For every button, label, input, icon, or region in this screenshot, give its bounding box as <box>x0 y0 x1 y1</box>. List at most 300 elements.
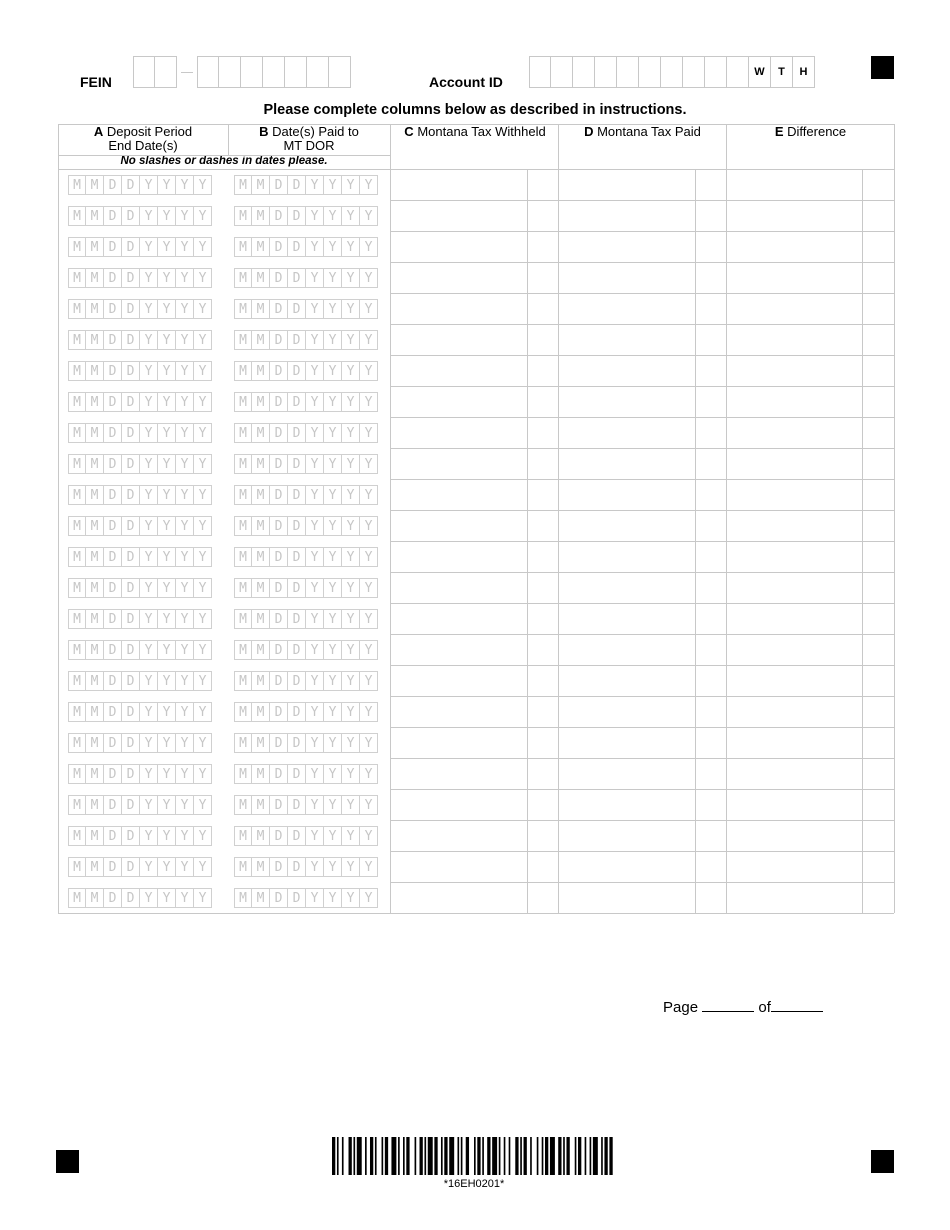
date-digit-placeholder[interactable]: M <box>234 237 252 257</box>
date-digit-placeholder[interactable]: M <box>68 640 86 660</box>
date-paid-input[interactable] <box>234 671 378 691</box>
date-paid-input[interactable] <box>234 764 378 784</box>
date-digit-placeholder[interactable]: M <box>252 609 270 629</box>
difference-input[interactable] <box>727 294 862 324</box>
difference-input[interactable] <box>727 232 862 262</box>
date-digit-placeholder[interactable]: D <box>288 175 306 195</box>
difference-input[interactable] <box>727 263 862 293</box>
date-digit-placeholder[interactable]: Y <box>194 826 212 846</box>
date-digit-placeholder[interactable]: Y <box>194 578 212 598</box>
date-digit-placeholder[interactable]: M <box>68 733 86 753</box>
date-digit-placeholder[interactable]: Y <box>342 826 360 846</box>
montana-tax-withheld-cents[interactable] <box>528 852 558 882</box>
deposit-period-date-input[interactable] <box>68 175 212 195</box>
date-digit-placeholder[interactable]: M <box>86 299 104 319</box>
difference-cents[interactable] <box>863 511 894 541</box>
date-digit-placeholder[interactable]: D <box>288 578 306 598</box>
difference-cents[interactable] <box>863 759 894 789</box>
difference-cents[interactable] <box>863 697 894 727</box>
fein-digit[interactable] <box>285 56 307 88</box>
date-digit-placeholder[interactable]: Y <box>140 578 158 598</box>
date-digit-placeholder[interactable]: Y <box>324 857 342 877</box>
date-digit-placeholder[interactable]: D <box>122 268 140 288</box>
montana-tax-paid-cents[interactable] <box>696 294 726 324</box>
date-digit-placeholder[interactable]: D <box>288 826 306 846</box>
montana-tax-withheld-input[interactable] <box>391 232 527 262</box>
date-digit-placeholder[interactable]: Y <box>342 299 360 319</box>
date-digit-placeholder[interactable]: Y <box>194 485 212 505</box>
date-digit-placeholder[interactable]: D <box>104 454 122 474</box>
page-number-field[interactable] <box>702 997 754 1012</box>
date-digit-placeholder[interactable]: M <box>234 485 252 505</box>
montana-tax-withheld-cents[interactable] <box>528 759 558 789</box>
fein-input[interactable] <box>133 56 351 88</box>
date-digit-placeholder[interactable]: M <box>252 888 270 908</box>
date-digit-placeholder[interactable]: Y <box>360 423 378 443</box>
montana-tax-withheld-input[interactable] <box>391 449 527 479</box>
date-digit-placeholder[interactable]: Y <box>324 268 342 288</box>
date-digit-placeholder[interactable]: Y <box>158 578 176 598</box>
date-digit-placeholder[interactable]: D <box>104 206 122 226</box>
montana-tax-paid-cents[interactable] <box>696 604 726 634</box>
date-paid-input[interactable] <box>234 826 378 846</box>
deposit-period-date-input[interactable] <box>68 206 212 226</box>
date-digit-placeholder[interactable]: D <box>288 640 306 660</box>
date-digit-placeholder[interactable]: Y <box>342 733 360 753</box>
montana-tax-paid-input[interactable] <box>559 697 695 727</box>
date-digit-placeholder[interactable]: D <box>270 609 288 629</box>
date-digit-placeholder[interactable]: Y <box>140 299 158 319</box>
date-digit-placeholder[interactable]: Y <box>360 609 378 629</box>
date-digit-placeholder[interactable]: Y <box>342 547 360 567</box>
date-digit-placeholder[interactable]: Y <box>140 361 158 381</box>
date-digit-placeholder[interactable]: M <box>252 423 270 443</box>
date-digit-placeholder[interactable]: Y <box>158 423 176 443</box>
date-digit-placeholder[interactable]: Y <box>306 392 324 412</box>
account-digit[interactable] <box>661 56 683 88</box>
date-digit-placeholder[interactable]: Y <box>140 175 158 195</box>
montana-tax-withheld-input[interactable] <box>391 573 527 603</box>
date-digit-placeholder[interactable]: D <box>104 361 122 381</box>
montana-tax-paid-input[interactable] <box>559 759 695 789</box>
date-digit-placeholder[interactable]: Y <box>176 175 194 195</box>
difference-cents[interactable] <box>863 821 894 851</box>
date-digit-placeholder[interactable]: Y <box>306 454 324 474</box>
date-digit-placeholder[interactable]: M <box>68 175 86 195</box>
deposit-period-date-input[interactable] <box>68 857 212 877</box>
date-digit-placeholder[interactable]: M <box>252 392 270 412</box>
date-digit-placeholder[interactable]: Y <box>306 175 324 195</box>
date-digit-placeholder[interactable]: Y <box>342 485 360 505</box>
date-digit-placeholder[interactable]: D <box>122 454 140 474</box>
date-paid-input[interactable] <box>234 640 378 660</box>
date-digit-placeholder[interactable]: Y <box>176 268 194 288</box>
date-digit-placeholder[interactable]: Y <box>324 454 342 474</box>
date-digit-placeholder[interactable]: D <box>122 795 140 815</box>
date-digit-placeholder[interactable]: Y <box>360 671 378 691</box>
date-digit-placeholder[interactable]: Y <box>306 578 324 598</box>
date-digit-placeholder[interactable]: Y <box>194 516 212 536</box>
difference-input[interactable] <box>727 790 862 820</box>
date-digit-placeholder[interactable]: D <box>122 392 140 412</box>
difference-input[interactable] <box>727 821 862 851</box>
date-digit-placeholder[interactable]: D <box>270 330 288 350</box>
montana-tax-withheld-cents[interactable] <box>528 232 558 262</box>
date-digit-placeholder[interactable]: M <box>252 485 270 505</box>
date-digit-placeholder[interactable]: D <box>104 237 122 257</box>
date-digit-placeholder[interactable]: Y <box>324 671 342 691</box>
date-digit-placeholder[interactable]: Y <box>158 454 176 474</box>
difference-cents[interactable] <box>863 201 894 231</box>
date-digit-placeholder[interactable]: M <box>252 857 270 877</box>
montana-tax-withheld-cents[interactable] <box>528 728 558 758</box>
date-digit-placeholder[interactable]: Y <box>360 330 378 350</box>
date-paid-input[interactable] <box>234 547 378 567</box>
date-digit-placeholder[interactable]: M <box>86 392 104 412</box>
deposit-period-date-input[interactable] <box>68 609 212 629</box>
montana-tax-withheld-input[interactable] <box>391 821 527 851</box>
difference-input[interactable] <box>727 511 862 541</box>
date-digit-placeholder[interactable]: M <box>86 764 104 784</box>
date-digit-placeholder[interactable]: Y <box>140 764 158 784</box>
date-digit-placeholder[interactable]: Y <box>176 423 194 443</box>
montana-tax-paid-input[interactable] <box>559 170 695 200</box>
montana-tax-withheld-cents[interactable] <box>528 604 558 634</box>
date-digit-placeholder[interactable]: M <box>234 702 252 722</box>
montana-tax-withheld-input[interactable] <box>391 604 527 634</box>
date-digit-placeholder[interactable]: Y <box>306 857 324 877</box>
date-digit-placeholder[interactable]: Y <box>342 423 360 443</box>
difference-cents[interactable] <box>863 170 894 200</box>
montana-tax-paid-input[interactable] <box>559 480 695 510</box>
account-digit[interactable] <box>683 56 705 88</box>
date-digit-placeholder[interactable]: M <box>252 330 270 350</box>
date-digit-placeholder[interactable]: D <box>104 702 122 722</box>
date-digit-placeholder[interactable]: Y <box>360 702 378 722</box>
date-digit-placeholder[interactable]: Y <box>194 671 212 691</box>
montana-tax-paid-input[interactable] <box>559 232 695 262</box>
montana-tax-withheld-input[interactable] <box>391 387 527 417</box>
date-digit-placeholder[interactable]: M <box>234 671 252 691</box>
difference-cents[interactable] <box>863 294 894 324</box>
date-digit-placeholder[interactable]: Y <box>194 268 212 288</box>
date-digit-placeholder[interactable]: M <box>68 392 86 412</box>
montana-tax-withheld-input[interactable] <box>391 728 527 758</box>
montana-tax-withheld-cents[interactable] <box>528 201 558 231</box>
date-digit-placeholder[interactable]: D <box>104 330 122 350</box>
date-digit-placeholder[interactable]: Y <box>306 268 324 288</box>
date-digit-placeholder[interactable]: D <box>288 423 306 443</box>
date-digit-placeholder[interactable]: D <box>122 237 140 257</box>
date-digit-placeholder[interactable]: Y <box>342 361 360 381</box>
date-digit-placeholder[interactable]: D <box>122 826 140 846</box>
date-digit-placeholder[interactable]: Y <box>342 640 360 660</box>
date-digit-placeholder[interactable]: D <box>104 485 122 505</box>
date-digit-placeholder[interactable]: D <box>270 206 288 226</box>
montana-tax-paid-cents[interactable] <box>696 697 726 727</box>
deposit-period-date-input[interactable] <box>68 268 212 288</box>
date-digit-placeholder[interactable]: Y <box>360 299 378 319</box>
date-digit-placeholder[interactable]: M <box>252 795 270 815</box>
date-digit-placeholder[interactable]: D <box>270 888 288 908</box>
date-digit-placeholder[interactable]: M <box>68 454 86 474</box>
deposit-period-date-input[interactable] <box>68 733 212 753</box>
date-digit-placeholder[interactable]: D <box>288 454 306 474</box>
date-digit-placeholder[interactable]: Y <box>360 206 378 226</box>
date-digit-placeholder[interactable]: M <box>86 795 104 815</box>
date-digit-placeholder[interactable]: Y <box>324 888 342 908</box>
date-digit-placeholder[interactable]: D <box>270 640 288 660</box>
date-digit-placeholder[interactable]: Y <box>360 268 378 288</box>
deposit-period-date-input[interactable] <box>68 485 212 505</box>
date-digit-placeholder[interactable]: D <box>122 888 140 908</box>
deposit-period-date-input[interactable] <box>68 578 212 598</box>
date-digit-placeholder[interactable]: Y <box>324 299 342 319</box>
montana-tax-paid-cents[interactable] <box>696 790 726 820</box>
date-paid-input[interactable] <box>234 733 378 753</box>
difference-cents[interactable] <box>863 356 894 386</box>
date-digit-placeholder[interactable]: Y <box>360 578 378 598</box>
deposit-period-date-input[interactable] <box>68 640 212 660</box>
montana-tax-withheld-input[interactable] <box>391 666 527 696</box>
date-digit-placeholder[interactable]: Y <box>176 640 194 660</box>
date-digit-placeholder[interactable]: Y <box>140 733 158 753</box>
montana-tax-withheld-input[interactable] <box>391 418 527 448</box>
montana-tax-withheld-input[interactable] <box>391 697 527 727</box>
fein-digit[interactable] <box>263 56 285 88</box>
date-digit-placeholder[interactable]: Y <box>140 206 158 226</box>
difference-input[interactable] <box>727 449 862 479</box>
date-digit-placeholder[interactable]: Y <box>140 237 158 257</box>
date-digit-placeholder[interactable]: Y <box>176 330 194 350</box>
date-digit-placeholder[interactable]: Y <box>176 857 194 877</box>
montana-tax-withheld-cents[interactable] <box>528 263 558 293</box>
date-digit-placeholder[interactable]: Y <box>140 392 158 412</box>
difference-cents[interactable] <box>863 573 894 603</box>
date-digit-placeholder[interactable]: Y <box>140 547 158 567</box>
date-digit-placeholder[interactable]: D <box>104 795 122 815</box>
date-digit-placeholder[interactable]: Y <box>158 547 176 567</box>
date-digit-placeholder[interactable]: D <box>270 795 288 815</box>
date-digit-placeholder[interactable]: D <box>288 392 306 412</box>
date-paid-input[interactable] <box>234 857 378 877</box>
date-digit-placeholder[interactable]: D <box>122 702 140 722</box>
date-digit-placeholder[interactable]: D <box>104 175 122 195</box>
date-digit-placeholder[interactable]: M <box>86 640 104 660</box>
date-digit-placeholder[interactable]: D <box>122 671 140 691</box>
difference-input[interactable] <box>727 666 862 696</box>
date-digit-placeholder[interactable]: Y <box>360 795 378 815</box>
date-digit-placeholder[interactable]: M <box>252 671 270 691</box>
date-digit-placeholder[interactable]: Y <box>140 671 158 691</box>
montana-tax-withheld-cents[interactable] <box>528 480 558 510</box>
date-digit-placeholder[interactable]: D <box>104 857 122 877</box>
date-digit-placeholder[interactable]: M <box>234 268 252 288</box>
date-digit-placeholder[interactable]: D <box>270 764 288 784</box>
date-digit-placeholder[interactable]: Y <box>194 888 212 908</box>
date-digit-placeholder[interactable]: M <box>68 857 86 877</box>
date-paid-input[interactable] <box>234 423 378 443</box>
date-digit-placeholder[interactable]: Y <box>360 733 378 753</box>
date-digit-placeholder[interactable]: M <box>86 888 104 908</box>
date-digit-placeholder[interactable]: Y <box>158 826 176 846</box>
date-digit-placeholder[interactable]: Y <box>324 206 342 226</box>
date-digit-placeholder[interactable]: M <box>234 733 252 753</box>
fein-digit[interactable] <box>329 56 351 88</box>
date-digit-placeholder[interactable]: Y <box>342 857 360 877</box>
difference-input[interactable] <box>727 201 862 231</box>
date-digit-placeholder[interactable]: Y <box>158 733 176 753</box>
montana-tax-withheld-cents[interactable] <box>528 356 558 386</box>
difference-cents[interactable] <box>863 480 894 510</box>
date-digit-placeholder[interactable]: D <box>270 237 288 257</box>
date-digit-placeholder[interactable]: D <box>288 609 306 629</box>
montana-tax-withheld-input[interactable] <box>391 759 527 789</box>
date-digit-placeholder[interactable]: Y <box>158 206 176 226</box>
montana-tax-withheld-cents[interactable] <box>528 573 558 603</box>
difference-input[interactable] <box>727 604 862 634</box>
montana-tax-withheld-input[interactable] <box>391 852 527 882</box>
date-digit-placeholder[interactable]: M <box>234 764 252 784</box>
date-digit-placeholder[interactable]: Y <box>158 237 176 257</box>
montana-tax-paid-input[interactable] <box>559 573 695 603</box>
date-digit-placeholder[interactable]: D <box>104 764 122 784</box>
montana-tax-paid-cents[interactable] <box>696 480 726 510</box>
date-digit-placeholder[interactable]: Y <box>194 330 212 350</box>
montana-tax-withheld-input[interactable] <box>391 480 527 510</box>
montana-tax-paid-cents[interactable] <box>696 728 726 758</box>
date-digit-placeholder[interactable]: Y <box>194 795 212 815</box>
date-digit-placeholder[interactable]: Y <box>194 640 212 660</box>
date-digit-placeholder[interactable]: Y <box>158 516 176 536</box>
date-digit-placeholder[interactable]: D <box>270 268 288 288</box>
date-digit-placeholder[interactable]: Y <box>158 268 176 288</box>
montana-tax-paid-input[interactable] <box>559 542 695 572</box>
deposit-period-date-input[interactable] <box>68 299 212 319</box>
date-digit-placeholder[interactable]: Y <box>176 795 194 815</box>
date-digit-placeholder[interactable]: D <box>270 423 288 443</box>
difference-cents[interactable] <box>863 387 894 417</box>
date-digit-placeholder[interactable]: Y <box>158 795 176 815</box>
date-digit-placeholder[interactable]: M <box>252 175 270 195</box>
date-digit-placeholder[interactable]: Y <box>140 795 158 815</box>
date-digit-placeholder[interactable]: Y <box>194 702 212 722</box>
date-digit-placeholder[interactable]: M <box>86 361 104 381</box>
date-paid-input[interactable] <box>234 268 378 288</box>
date-digit-placeholder[interactable]: Y <box>360 547 378 567</box>
fein-digit[interactable] <box>307 56 329 88</box>
date-digit-placeholder[interactable]: M <box>68 516 86 536</box>
date-digit-placeholder[interactable]: Y <box>360 454 378 474</box>
date-digit-placeholder[interactable]: D <box>288 857 306 877</box>
date-digit-placeholder[interactable]: M <box>68 423 86 443</box>
date-digit-placeholder[interactable]: Y <box>360 888 378 908</box>
date-digit-placeholder[interactable]: Y <box>324 485 342 505</box>
date-digit-placeholder[interactable]: Y <box>306 888 324 908</box>
montana-tax-paid-input[interactable] <box>559 821 695 851</box>
montana-tax-paid-input[interactable] <box>559 449 695 479</box>
date-paid-input[interactable] <box>234 516 378 536</box>
date-digit-placeholder[interactable]: Y <box>158 299 176 319</box>
montana-tax-withheld-input[interactable] <box>391 635 527 665</box>
difference-cents[interactable] <box>863 232 894 262</box>
difference-input[interactable] <box>727 573 862 603</box>
montana-tax-paid-input[interactable] <box>559 883 695 913</box>
montana-tax-withheld-cents[interactable] <box>528 511 558 541</box>
date-digit-placeholder[interactable]: Y <box>194 361 212 381</box>
date-digit-placeholder[interactable]: D <box>270 547 288 567</box>
date-digit-placeholder[interactable]: M <box>252 516 270 536</box>
montana-tax-paid-input[interactable] <box>559 604 695 634</box>
date-digit-placeholder[interactable]: D <box>288 795 306 815</box>
date-digit-placeholder[interactable]: M <box>68 330 86 350</box>
fein-digit[interactable] <box>155 56 177 88</box>
montana-tax-paid-input[interactable] <box>559 666 695 696</box>
date-digit-placeholder[interactable]: Y <box>140 268 158 288</box>
date-digit-placeholder[interactable]: M <box>68 578 86 598</box>
date-digit-placeholder[interactable]: Y <box>176 578 194 598</box>
difference-cents[interactable] <box>863 790 894 820</box>
date-digit-placeholder[interactable]: Y <box>306 640 324 660</box>
date-paid-input[interactable] <box>234 795 378 815</box>
date-digit-placeholder[interactable]: M <box>234 454 252 474</box>
montana-tax-paid-cents[interactable] <box>696 263 726 293</box>
date-paid-input[interactable] <box>234 299 378 319</box>
deposit-period-date-input[interactable] <box>68 702 212 722</box>
date-paid-input[interactable] <box>234 485 378 505</box>
date-digit-placeholder[interactable]: Y <box>324 392 342 412</box>
montana-tax-paid-input[interactable] <box>559 294 695 324</box>
date-digit-placeholder[interactable]: M <box>86 268 104 288</box>
montana-tax-paid-input[interactable] <box>559 852 695 882</box>
date-digit-placeholder[interactable]: M <box>234 857 252 877</box>
date-digit-placeholder[interactable]: Y <box>306 485 324 505</box>
date-digit-placeholder[interactable]: Y <box>360 361 378 381</box>
montana-tax-withheld-input[interactable] <box>391 883 527 913</box>
date-digit-placeholder[interactable]: M <box>252 640 270 660</box>
date-digit-placeholder[interactable]: D <box>122 423 140 443</box>
montana-tax-withheld-cents[interactable] <box>528 325 558 355</box>
date-digit-placeholder[interactable]: Y <box>194 547 212 567</box>
difference-cents[interactable] <box>863 666 894 696</box>
date-digit-placeholder[interactable]: D <box>288 361 306 381</box>
montana-tax-paid-input[interactable] <box>559 387 695 417</box>
account-digit[interactable] <box>705 56 727 88</box>
date-digit-placeholder[interactable]: Y <box>306 516 324 536</box>
difference-cents[interactable] <box>863 883 894 913</box>
date-digit-placeholder[interactable]: Y <box>140 640 158 660</box>
montana-tax-withheld-input[interactable] <box>391 201 527 231</box>
fein-digit[interactable] <box>133 56 155 88</box>
date-digit-placeholder[interactable]: D <box>270 454 288 474</box>
date-digit-placeholder[interactable]: Y <box>158 392 176 412</box>
montana-tax-paid-cents[interactable] <box>696 511 726 541</box>
date-digit-placeholder[interactable]: Y <box>342 671 360 691</box>
date-digit-placeholder[interactable]: M <box>86 609 104 629</box>
difference-input[interactable] <box>727 325 862 355</box>
date-digit-placeholder[interactable]: Y <box>306 702 324 722</box>
date-digit-placeholder[interactable]: Y <box>158 671 176 691</box>
date-digit-placeholder[interactable]: Y <box>306 826 324 846</box>
date-digit-placeholder[interactable]: M <box>252 764 270 784</box>
date-digit-placeholder[interactable]: M <box>252 361 270 381</box>
fein-digit[interactable] <box>219 56 241 88</box>
montana-tax-paid-cents[interactable] <box>696 387 726 417</box>
date-digit-placeholder[interactable]: Y <box>140 330 158 350</box>
date-digit-placeholder[interactable]: Y <box>306 764 324 784</box>
date-digit-placeholder[interactable]: M <box>86 423 104 443</box>
date-digit-placeholder[interactable]: Y <box>306 609 324 629</box>
